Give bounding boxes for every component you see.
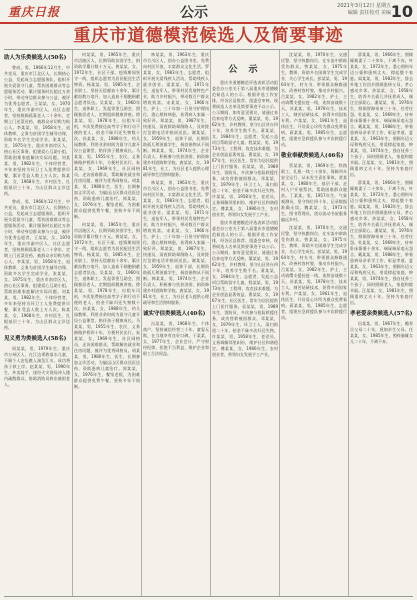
column-text: 蔡某某，男，1969年生，铁路职工，扎根一线三十余年，保障列车安全运行，从未发生责任事故。贾某某，女，1980年生，基层干部，走村入户开展帮扶，帮助困难群众脱贫。丁某某，男，1957年生，气象观测员，坚守岗位四十年，记录数据准确无误。魏某某，女，1973年生，图书管理员，创办流动书屋服务偏远乡村。 — [281, 163, 347, 222]
notice-title: 公 示 — [228, 65, 262, 75]
column-3 — [143, 52, 209, 596]
column-text: 冯某某，男，1968年生，个体商户，坚持诚信经营三十年，童叟无欺，在当地享有良好口碑。于某某，女，1977年生，企业会计，严守财经纪律，拒绝不当利益，维护企业和职工合法权益。 — [143, 321, 209, 356]
column-text: 薛某某，男，1966年生，照顾瘫痪妻子二十余年，不离不弃。叶某某，女，1972年生，悉心照料年迈公婆和患病丈夫，撑起整个家庭。阎某某，男，1983年生，辞去外地工作回乡照顾患病父母，孝心感动乡邻。余某某，女，1958年生，收养多名孤儿并抚养成人，倾注全部爱心。潘某某，男，1976年生，照顾智障弟弟三十年，任劳任怨。杜某某，女，1969年生，侍奉卧床婆婆十余年，端屎端尿毫无怨言。戴某某，男，1988年生，带着患病母亲求学工作，彰显孝道。夏某某，女，1963年生，照顾年迈父母和残疾兄长，用爱撑起家庭。钟某某，男，1974年生，独自抚养三个孩子，同时照顾老人，家庭和睦幸福。汪某某，女，1981年生，照顾重病丈夫十年，坚持为家庭付出。 — [350, 180, 413, 305]
column-text: 沈某某，男，1970年生，交通民警，坚守执勤岗位，在车流中救助受伤群众。曾某某，女，1975年生，教师，资助多名困难学生完成学业，关心学生成长。彭某某，男，1964年生，村支书，带领群众修路通水，改善村容村貌，推动乡村振兴。吕某某，女，1982年生，护士，主动请缨支援抗疫一线，连续奋战数十天。苏某某，男，1978年生，技术工人，刻苦钻研技术，获得多项国家专利。卢某某，女，1961年生，退休医生，开设爱心诊所为群众免费看病。蒋某某，男，1985年生，志愿者，组建应急救援队参与多次救援行动。 — [281, 52, 347, 147]
headline-rule — [4, 49, 413, 50]
sub-head-honesty: 诚实守信类候选人(40名) — [143, 311, 206, 317]
column-text: 重庆市道德模范评选表彰活动组委会办公室关于第八届重庆市道德模范候选人的公示。根据评选工作安排，经各区县推荐、组委会审核，现将候选人名单及简要事迹予以公示。公示期间，如有意见建议，请通过来信来电等方式反映。董某某，男，1962年生，乡村教师，坚守山区讲台四十年，培养学生数千名。萧某某，女，1984年生，志愿者，发起公益项目帮助留守儿童。程某某，男，1973年生，工程师，攻克技术难题，为企业创造显著效益。曹某某，女，1967年生，社区医生，常年为居民提供上门医疗服务。袁某某，男，1989年生，消防员，多次参与抢险救援任务，成功营救被困群众。邓某某，女，1979年生，环卫工人，清扫街道二十年，拾金不昧多次归还失物。许某某，男，1958年生，老党员，义务调解邻里纠纷，维护社区和谐稳定。傅某某，女，1986年生，农村创业者，带领妇女发展手工产业。 — [212, 80, 278, 217]
column-4 — [212, 80, 278, 596]
sub-head-filial: 孝老爱亲类候选人(57名) — [350, 311, 413, 317]
column-text: 田某某，男，1967年生，赡养岳父母二十年，视如亲生父母。任某某，女，1985年生，照料脑瘫女儿二十年，不离不弃。 — [350, 321, 413, 344]
column-divider — [348, 50, 349, 596]
column-text: 薛某某，男，1966年生，照顾瘫痪妻子二十余年，不离不弃。叶某某，女，1972年生，悉心照料年迈公婆和患病丈夫，撑起整个家庭。阎某某，男，1983年生，辞去外地工作回乡照顾患病父母，孝心感动乡邻。余某某，女，1958年生，收养多名孤儿并抚养成人，倾注全部爱心。潘某某，男，1976年生，照顾智障弟弟三十年，任劳任怨。杜某某，女，1969年生，侍奉卧床婆婆十余年，端屎端尿毫无怨言。戴某某，男，1988年生，带着患病母亲求学工作，彰显孝道。夏某某，女，1963年生，照顾年迈父母和残疾兄长，用爱撑起家庭。钟某某，男，1974年生，独自抚养三个孩子，同时照顾老人，家庭和睦幸福。汪某某，女，1981年生，照顾重病丈夫十年，坚持为家庭付出。 — [350, 52, 413, 177]
column-divider — [279, 50, 280, 596]
column-text: 林某某，男，1963年生，重庆市合川区人，创办公益图书室，免费向村民开放，丰富群众文化生活。罗某某，女，1983年生，志愿者，组织开展关爱残疾人活动，帮助残疾人就业创业。梁某某，男，1971年生，退伍军人，带领村民发展特色产业，助力乡村振兴，带动数百户群众增收致富。宋某某，女，1966年生，护士，三十年如一日坚守护理岗位，悉心照料病患，获得病人家属一致好评。郑某某，男，1987年生，快递员，雨夜救助晕倒路人，及时拨打急救电话并陪同送医。谢某某，女，1959年生，退休干部，长期资助孤儿和困难学生，捐款捐物从不间断。韩某某，男，1974年生，企业负责人，积极参与扶贫济困，捐资修建乡村道路和学校。唐某某，女，1981年生，社工，为社区老人提供心理疏导和生活照料服务。 — [143, 52, 209, 177]
column-text: 曾成，男，1966年12月生，中共党员，重庆市江北区人。长期热心公益，发起成立志愿服务队，组织开展关爱留守儿童、帮扶困难群众等志愿服务活动，累计服务时长超过万余小时，带动身边群众参与公益，被评为优秀志愿者。王某某，女，1970年生，重庆市渝中区人，社区志愿者，坚持照顾孤寡老人二十余年，定期上门送菜送药，被群众亲切称为贴心人。李某某，男，1958年生，退休教师，义务为贫困学生辅导功课，资助多名学生完成学业。张某某，女，1975年生，重庆市南岸区人，热心社区事务，组建爱心互助小组，帮助困难家庭解决实际问题。刘某某，男，1982年生，个体经营者，多年来坚持为环卫工人免费提供早餐，累计受益人数上万人次。陈某某，女，1968年生，乡村医生，扎根基层三十年，为山区群众义诊送药。 — [4, 65, 70, 196]
column-text: 林某某，男，1963年生，重庆市合川区人，创办公益图书室，免费向村民开放，丰富群众文化生活。罗某某，女，1983年生，志愿者，组织开展关爱残疾人活动，帮助残疾人就业创业。梁某某，男，1971年生，退伍军人，带领村民发展特色产业，助力乡村振兴，带动数百户群众增收致富。宋某某，女，1966年生，护士，三十年如一日坚守护理岗位，悉心照料病患，获得病人家属一致好评。郑某某，男，1987年生，快递员，雨夜救助晕倒路人，及时拨打急救电话并陪同送医。谢某某，女，1959年生，退休干部，长期资助孤儿和困难学生，捐款捐物从不间断。韩某某，男，1974年生，企业负责人，积极参与扶贫济困，捐资修建乡村道路和学校。唐某某，女，1981年生，社工，为社区老人提供心理疏导和生活照料服务。 — [143, 180, 209, 305]
column-6 — [350, 52, 413, 596]
column-text: 何某某，男，1965年生，重庆市涪陵区人，长期资助贫困学生，捐资助学累计数十万元。黄某某，女，1972年生，社区干部，疫情期间坚守一线，组织志愿者为居民配送生活物资。杨某某，男，1985年生，企业职工，坚持无偿献血十余年，累计献血数万毫升，加入造血干细胞捐献志愿者队伍。吴某某，女，1960年生，退休职工，发起邻里互助会，照顾独居老人，定期组织健康讲座。徐某某，男，1978年生，出租车司机，多次免费接送高考学子和行动不便的老人，拾金不昧归还失物数十次。孙某某，女，1988年生，幼儿园教师，利用业余时间为留守儿童开设公益课堂，陪伴孩子健康成长。马某某，男，1955年生，农民，义务修路护桥四十年，方便村民出行。朱某某，女，1969年生，社区网格员，走访困难群众，帮助解决就业和住房问题，被评为优秀网格员。胡某某，男，1980年生，医生，长期参加义诊活动，为偏远山区群众送医送药，资助患病儿童治疗。郭某某，女，1976年生，餐馆老板，为困难群众提供免费午餐，坚持多年不间断。 — [74, 52, 140, 219]
page-number: 10 — [390, 2, 413, 21]
sub-head-helping: 助人为乐类候选人(50名) — [4, 55, 67, 61]
column-divider — [141, 50, 142, 596]
column-text: 重庆市道德模范评选表彰活动组委会办公室关于第八届重庆市道德模范候选人的公示。根据评选工作安排，经各区县推荐、组委会审核，现将候选人名单及简要事迹予以公示。公示期间，如有意见建议，请通过来信来电等方式反映。董某某，男，1962年生，乡村教师，坚守山区讲台四十年，培养学生数千名。萧某某，女，1984年生，志愿者，发起公益项目帮助留守儿童。程某某，男，1973年生，工程师，攻克技术难题，为企业创造显著效益。曹某某，女，1967年生，社区医生，常年为居民提供上门医疗服务。袁某某，男，1989年生，消防员，多次参与抢险救援任务，成功营救被困群众。邓某某，女，1979年生，环卫工人，清扫街道二十年，拾金不昧多次归还失物。许某某，男，1958年生，老党员，义务调解邻里纠纷，维护社区和谐稳定。傅某某，女，1986年生，农村创业者，带领妇女发展手工产业。 — [212, 220, 278, 357]
date-line: 2021年3月12日 星期五 编辑 责任校对 美编 — [337, 3, 391, 16]
column-divider — [72, 50, 73, 596]
column-text: 周某某，男，1979年生，重庆市万州区人，在江边勇救落水儿童，不顾个人安危跳入湍急江水，成功将孩子救上岸。赵某某，男，1990年生，外卖骑手，途经火灾现场冲入楼内疏散群众，协助消防员救出被困老人。 — [4, 346, 70, 387]
sub-head-bravery: 见义勇为类候选人(58名) — [4, 336, 67, 342]
page-headline: 重庆市道德模范候选人及简要事迹 — [73, 26, 344, 46]
column-divider — [210, 50, 211, 596]
section-label: 公示 — [180, 5, 208, 21]
column-2 — [74, 52, 140, 596]
column-text: 曾成，男，1966年12月生，中共党员，重庆市江北区人。长期热心公益，发起成立志愿服务队，组织开展关爱留守儿童、帮扶困难群众等志愿服务活动，累计服务时长超过万余小时，带动身边群众参与公益，被评为优秀志愿者。王某某，女，1970年生，重庆市渝中区人，社区志愿者，坚持照顾孤寡老人二十余年，定期上门送菜送药，被群众亲切称为贴心人。李某某，男，1958年生，退休教师，义务为贫困学生辅导功课，资助多名学生完成学业。张某某，女，1975年生，重庆市南岸区人，热心社区事务，组建爱心互助小组，帮助困难家庭解决实际问题。刘某某，男，1982年生，个体经营者，多年来坚持为环卫工人免费提供早餐，累计受益人数上万人次。陈某某，女，1968年生，乡村医生，扎根基层三十年，为山区群众义诊送药。 — [4, 199, 70, 330]
footer-rule — [4, 596, 413, 597]
sub-head-dedication: 敬业奉献类候选人(46名) — [281, 153, 344, 159]
masthead — [0, 0, 417, 24]
column-5 — [281, 52, 347, 596]
column-text: 何某某，男，1965年生，重庆市涪陵区人，长期资助贫困学生，捐资助学累计数十万元。黄某某，女，1972年生，社区干部，疫情期间坚守一线，组织志愿者为居民配送生活物资。杨某某，男，1985年生，企业职工，坚持无偿献血十余年，累计献血数万毫升，加入造血干细胞捐献志愿者队伍。吴某某，女，1960年生，退休职工，发起邻里互助会，照顾独居老人，定期组织健康讲座。徐某某，男，1978年生，出租车司机，多次免费接送高考学子和行动不便的老人，拾金不昧归还失物数十次。孙某某，女，1988年生，幼儿园教师，利用业余时间为留守儿童开设公益课堂，陪伴孩子健康成长。马某某，男，1955年生，农民，义务修路护桥四十年，方便村民出行。朱某某，女，1969年生，社区网格员，走访困难群众，帮助解决就业和住房问题，被评为优秀网格员。胡某某，男，1980年生，医生，长期参加义诊活动，为偏远山区群众送医送药，资助患病儿童治疗。郭某某，女，1976年生，餐馆老板，为困难群众提供免费午餐，坚持多年不间断。 — [74, 222, 140, 389]
column-1 — [4, 52, 70, 596]
column-text: 沈某某，男，1970年生，交通民警，坚守执勤岗位，在车流中救助受伤群众。曾某某，女，1975年生，教师，资助多名困难学生完成学业，关心学生成长。彭某某，男，1964年生，村支书，带领群众修路通水，改善村容村貌，推动乡村振兴。吕某某，女，1982年生，护士，主动请缨支援抗疫一线，连续奋战数十天。苏某某，男，1978年生，技术工人，刻苦钻研技术，获得多项国家专利。卢某某，女，1961年生，退休医生，开设爱心诊所为群众免费看病。蒋某某，男，1985年生，志愿者，组建应急救援队参与多次救援行动。 — [281, 225, 347, 320]
newspaper-logo: 重庆日报 — [8, 5, 61, 19]
